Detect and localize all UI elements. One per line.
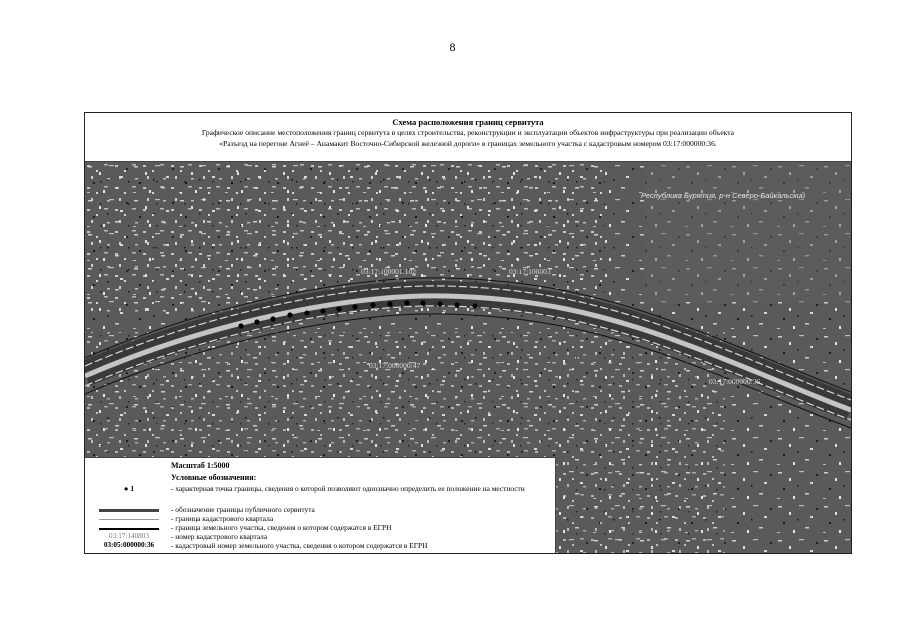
legend-text-point: - характерная точка границы, сведения о которой позволяют однозначно определить ее положение на местности — [171, 484, 525, 493]
scheme-frame — [84, 112, 852, 554]
map-scale: Масштаб 1:5000 — [171, 461, 230, 470]
scheme-description-line-2: «Разъезд на перегоне Агнеё – Анамакит Восточно-Сибирской железной дороги» в границах земельного участка с кадастровым номером 03:17:000000:36. — [219, 139, 717, 148]
legend-text-quarter: - граница кадастрового квартала — [171, 514, 274, 523]
scheme-description-line-1: Графическое описание местоположения границ сервитута в целях строительства, реконструкции и эксплуатации объектов инфраструктуры при реализации объекта — [201, 128, 735, 137]
scheme-header — [85, 113, 851, 162]
legend-heading: Условные обозначения: — [171, 473, 257, 482]
page-number: 8 — [449, 40, 456, 54]
map-legend — [85, 457, 556, 553]
cadastral-label-upper-left: 03:17:100001:102 — [361, 267, 417, 276]
region-label: Республика Бурятия, р-н Северо-Байкальский — [641, 191, 806, 200]
cadastral-label-middle: 03:17:000000:47 — [369, 361, 421, 370]
legend-text-servitude: - обозначение границы публичного сервитута — [171, 505, 315, 514]
legend-text-parcel: - граница земельного участка, сведения о котором содержатся в ЕГРН — [171, 523, 392, 532]
legend-row-parcel-number — [85, 541, 555, 552]
quarter-number-symbol: 03:17:140803 — [109, 532, 149, 540]
legend-text-parcel-number: - кадастровый номер земельного участка, сведения о котором содержатся в ЕГРН — [171, 541, 428, 550]
parcel-number-symbol: 03:05:000000:36 — [103, 541, 155, 549]
legend-row-point — [85, 484, 555, 504]
cadastral-label-right: 03:17:000000:36 — [709, 377, 761, 386]
cadastral-label-upper-right: 03:17:100803 — [509, 267, 551, 276]
boundary-point-symbol: ● 1 — [123, 484, 135, 493]
scheme-title: Схема расположения границ сервитута — [392, 117, 544, 127]
legend-text-quarter-number: - номер кадастрового квартала — [171, 532, 268, 541]
